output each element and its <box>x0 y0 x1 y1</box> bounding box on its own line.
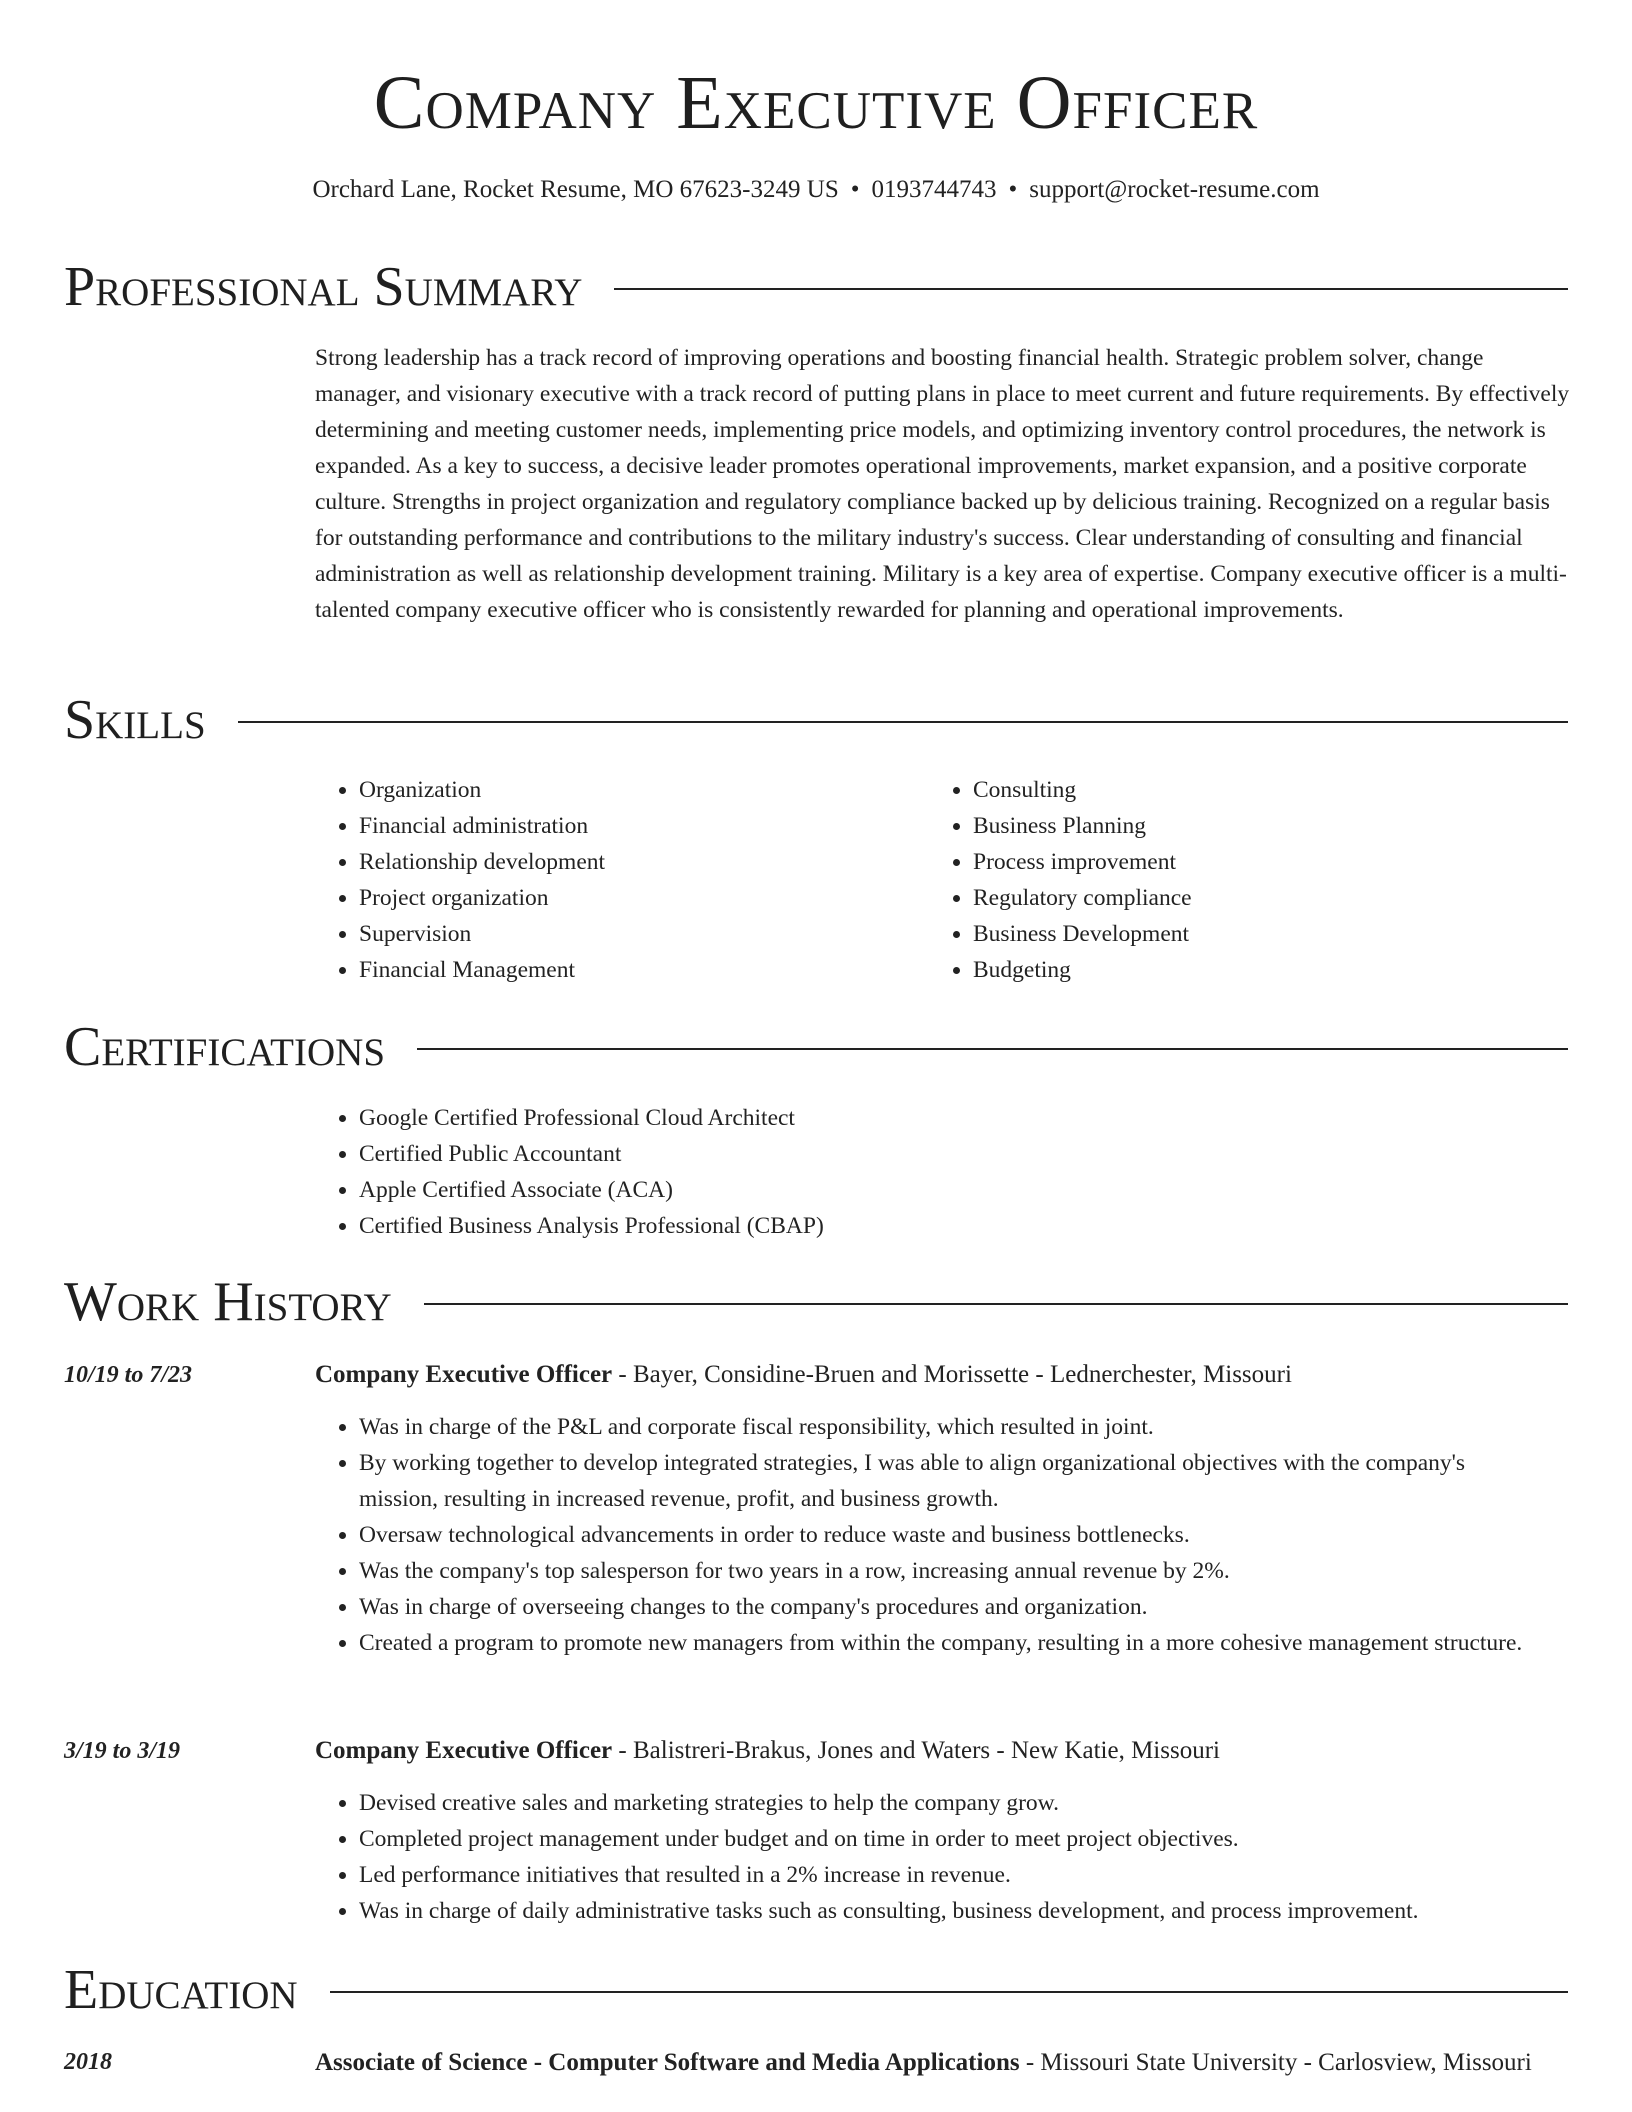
education-degree: Associate of Science - Computer Software and Media Applications <box>315 2049 1020 2076</box>
job-dates: 10/19 to 7/23 <box>64 1362 193 1388</box>
section-education-header <box>64 1958 1568 2022</box>
section-summary-header <box>64 255 1568 319</box>
skill-item: • Budgeting <box>973 952 1489 988</box>
section-title: Education <box>64 1959 298 2021</box>
job-title-line <box>315 1357 1568 1393</box>
section-title: Professional Summary <box>64 256 583 318</box>
job-title: Company Executive Officer <box>315 1361 613 1388</box>
skill-item: • Financial administration <box>359 808 875 844</box>
resume-name: Company Executive Officer <box>373 61 1259 145</box>
skill-item: • Supervision <box>359 916 875 952</box>
skill-item: • Business Planning <box>973 808 1489 844</box>
skill-item: • Organization <box>359 772 875 808</box>
section-rule <box>417 1048 1568 1050</box>
job-employer: - Bayer, Considine-Bruen and Morissette - Lednerchester, Missouri <box>612 1361 1292 1388</box>
address: Orchard Lane, Rocket Resume, MO 67623-3249 US <box>312 176 839 203</box>
separator: • <box>850 176 860 203</box>
education-year: 2018 <box>64 2049 112 2075</box>
section-rule <box>238 721 1568 723</box>
job-bullet: • Oversaw technological advancements in order to reduce waste and business bottlenecks. <box>359 1517 1548 1553</box>
skill-item: • Relationship development <box>359 844 875 880</box>
certification-item: • Apple Certified Associate (ACA) <box>359 1172 1215 1208</box>
section-rule <box>424 1303 1568 1305</box>
skill-item: • Business Development <box>973 916 1489 952</box>
skills-left-column <box>315 772 875 988</box>
section-certifications-header <box>64 1015 1568 1079</box>
job-bullet: • Devised creative sales and marketing strategies to help the company grow. <box>359 1785 1548 1821</box>
section-skills-header <box>64 688 1568 752</box>
section-rule <box>614 288 1568 290</box>
job-bullets <box>315 1785 1548 1929</box>
summary-text: Strong leadership has a track record of improving operations and boosting financial health. Strategic problem solver, change manager, and visionary executive with a track record of putting plans in place to meet current and future requirements. By effectively determining and meeting customer needs, implementing price models, and optimizing inventory control procedures, the network is expanded. As a key to success, a decisive leader promotes operational improvements, market expansion, and a positive corporate culture. Strengths in project organization and regulatory compliance backed up by delicious training. Recognized on a regular basis for outstanding performance and contributions to the military industry's success. Clear understanding of consulting and financial administration as well as relationship development training. Military is a key area of expertise. Company executive officer is a multi-talented company executive officer who is consistently rewarded for planning and operational improvements. <box>315 345 1570 623</box>
job-bullet: • Was in charge of overseeing changes to the company's procedures and organization. <box>359 1589 1548 1625</box>
skill-item: • Regulatory compliance <box>973 880 1489 916</box>
job-bullet: • Completed project management under budget and on time in order to meet project objectives. <box>359 1821 1548 1857</box>
skill-item: • Process improvement <box>973 844 1489 880</box>
job-bullets <box>315 1409 1548 1661</box>
contact-line <box>0 174 1632 206</box>
job-bullet: • Led performance initiatives that resulted in a 2% increase in revenue. <box>359 1857 1548 1893</box>
section-rule <box>330 1991 1568 1993</box>
separator: • <box>1008 176 1018 203</box>
job-bullet: • Was the company's top salesperson for two years in a row, increasing annual revenue by 2%. <box>359 1553 1548 1589</box>
job-title-line <box>315 1733 1568 1769</box>
skills-right-column <box>929 772 1489 988</box>
section-work-header <box>64 1270 1568 1334</box>
education-school: - Missouri State University - Carlosview, Missouri <box>1019 2049 1532 2076</box>
education-title-line <box>315 2044 1568 2081</box>
job-bullet: • By working together to develop integrated strategies, I was able to align organizational objectives with the company's mission, resulting in increased revenue, profit, and business growth. <box>359 1445 1548 1517</box>
job-bullet: • Was in charge of daily administrative tasks such as consulting, business development, and process improvement. <box>359 1893 1548 1929</box>
phone: 0193744743 <box>871 176 997 203</box>
email: support@rocket-resume.com <box>1029 176 1320 203</box>
job-bullet: • Was in charge of the P&L and corporate fiscal responsibility, which resulted in joint. <box>359 1409 1548 1445</box>
certification-item: • Certified Business Analysis Professional (CBAP) <box>359 1208 1215 1244</box>
job-employer: - Balistreri-Brakus, Jones and Waters - New Katie, Missouri <box>612 1737 1220 1764</box>
certifications-list <box>315 1100 1215 1244</box>
section-title: Skills <box>64 689 206 751</box>
certification-item: • Certified Public Accountant <box>359 1136 1215 1172</box>
section-title: Work History <box>64 1271 392 1333</box>
skill-item: • Financial Management <box>359 952 875 988</box>
skill-item: • Project organization <box>359 880 875 916</box>
section-title: Certifications <box>64 1016 386 1078</box>
certification-item: • Google Certified Professional Cloud Architect <box>359 1100 1215 1136</box>
skill-item: • Consulting <box>973 772 1489 808</box>
job-bullet: • Created a program to promote new managers from within the company, resulting in a more cohesive management structure. <box>359 1625 1548 1661</box>
job-dates: 3/19 to 3/19 <box>64 1738 181 1764</box>
job-title: Company Executive Officer <box>315 1737 613 1764</box>
